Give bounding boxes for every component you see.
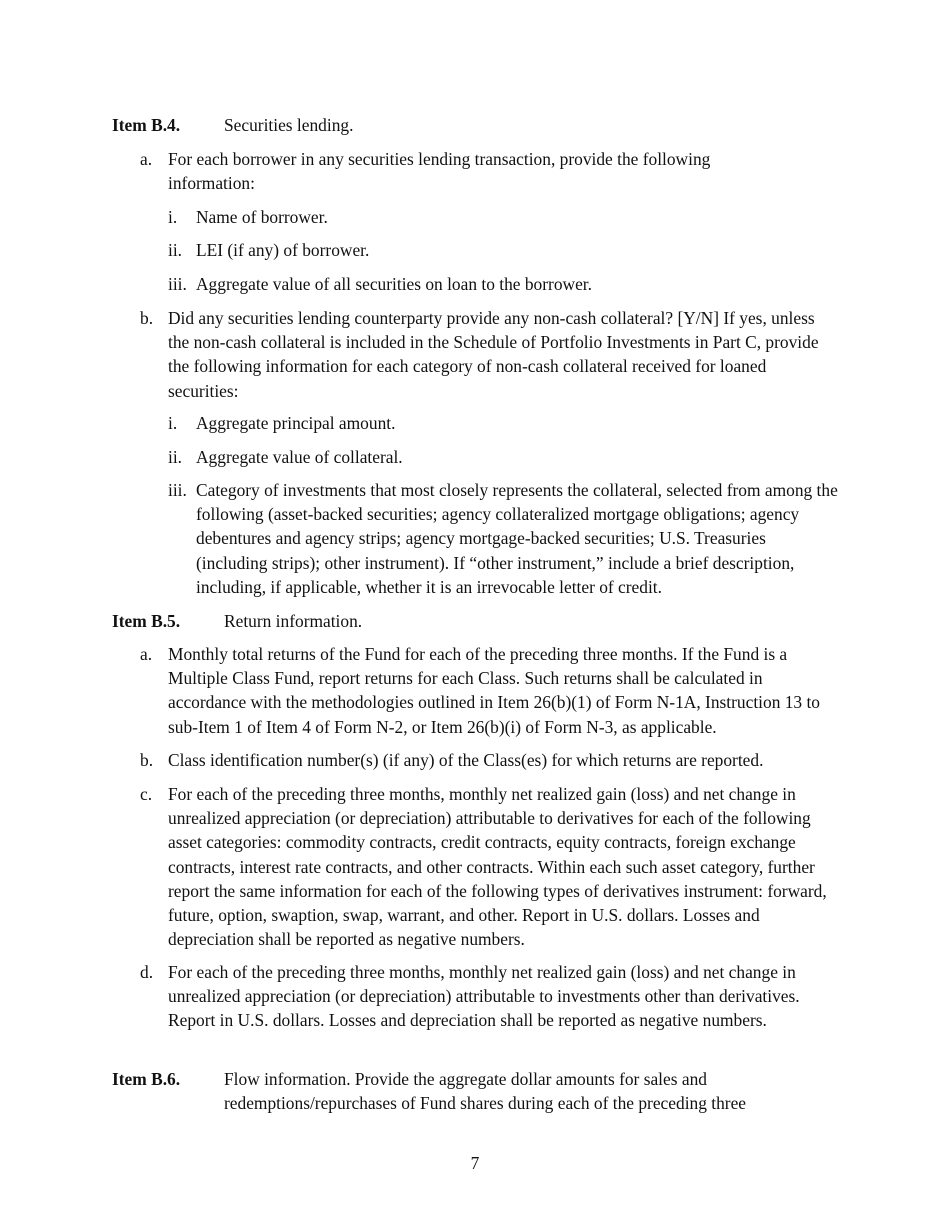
list-marker: c. <box>140 784 153 804</box>
item-b4-label: Item B.4. <box>112 115 181 135</box>
item-b4-title: Securities lending. <box>224 115 354 135</box>
item-b5-b <box>140 748 840 772</box>
item-b6-label: Item B.6. <box>112 1069 181 1089</box>
item-b4-b-i-text: Aggregate principal amount. <box>196 413 396 433</box>
item-b5-label: Item B.5. <box>112 611 181 631</box>
item-b4-a-iii-text: Aggregate value of all securities on loan to the borrower. <box>196 274 592 294</box>
list-marker: b. <box>140 750 154 770</box>
item-b4-a-i-text: Name of borrower. <box>196 207 328 227</box>
list-marker: b. <box>140 308 154 328</box>
list-marker: ii. <box>168 447 183 467</box>
item-b5-d <box>140 960 840 1033</box>
item-b4-a <box>140 147 840 195</box>
item-b5-title: Return information. <box>224 611 363 631</box>
item-b5-a <box>140 642 840 739</box>
item-b4-a-iii <box>168 272 840 296</box>
item-b4-a-ii-text: LEI (if any) of borrower. <box>196 240 370 260</box>
item-b4-b-i <box>168 411 840 435</box>
list-marker: ii. <box>168 240 183 260</box>
list-marker: i. <box>168 413 178 433</box>
list-marker: a. <box>140 149 153 169</box>
item-b5-b-text: Class identification number(s) (if any) of the Class(es) for which returns are reported. <box>168 750 764 770</box>
item-b5-a-text: Monthly total returns of the Fund for each of the preceding three months. If the Fund is a Multiple Class Fund, report returns for each Class. Such returns shall be calculated in accordance with the methodologies outlined in Item 26(b)(1) of Form N-1A, Instruction 13 to sub-Item 1 of Item 4 of Form N-2, or Item 26(b)(i) of Form N-3, as applicable. <box>168 644 820 737</box>
item-b4-b-ii <box>168 445 840 469</box>
item-b4-a-text: For each borrower in any securities lending transaction, provide the following information: <box>168 149 711 194</box>
item-b5-c-text: For each of the preceding three months, monthly net realized gain (loss) and net change in unrealized appreciation (or depreciation) attributable to derivatives for each of the following asset categories: commodity contracts, credit contracts, equity contracts, foreign exchange contracts, interest rate contracts, and other contracts. Within each such asset category, further report the same information for each of the following types of derivatives instrument: forward, future, option, swaption, swap, warrant, and other. Report in U.S. dollars. Losses and depreciation shall be reported as negative numbers. <box>168 784 827 950</box>
item-b4-b-ii-text: Aggregate value of collateral. <box>196 447 403 467</box>
item-b5-d-text: For each of the preceding three months, monthly net realized gain (loss) and net change in unrealized appreciation (or depreciation) attributable to investments other than derivatives. Report in U.S. dollars. Losses and depreciation shall be reported as negative numbers. <box>168 962 800 1031</box>
item-b4-b-iii <box>168 478 840 599</box>
list-marker: iii. <box>168 274 187 294</box>
page-number: 7 <box>470 1153 480 1173</box>
item-b4-b <box>140 306 840 403</box>
list-marker: a. <box>140 644 153 664</box>
item-b5-c <box>140 782 840 951</box>
item-b4-b-iii-text: Category of investments that most closely represents the collateral, selected from among the following (asset-backed securities; agency collateralized mortgage obligations; agency debentures and agency strips; agency mortgage-backed securities; U.S. Treasuries (including strips); other instrument). If “other instrument,” include a brief description, including, if applicable, whether it is an irrevocable letter of credit. <box>196 480 838 597</box>
list-marker: i. <box>168 207 178 227</box>
item-b4-a-ii <box>168 238 840 262</box>
item-b4-a-i <box>168 205 840 229</box>
list-marker: iii. <box>168 480 187 500</box>
item-b6-title: Flow information. Provide the aggregate dollar amounts for sales and redemptions/repurchases of Fund shares during each of the preceding three <box>224 1069 747 1114</box>
list-marker: d. <box>140 962 154 982</box>
item-b4-b-text: Did any securities lending counterparty provide any non-cash collateral? [Y/N] If yes, unless the non-cash collateral is included in the Schedule of Portfolio Investments in Part C, provide the following information for each category of non-cash collateral received for loaned securities: <box>168 308 819 401</box>
